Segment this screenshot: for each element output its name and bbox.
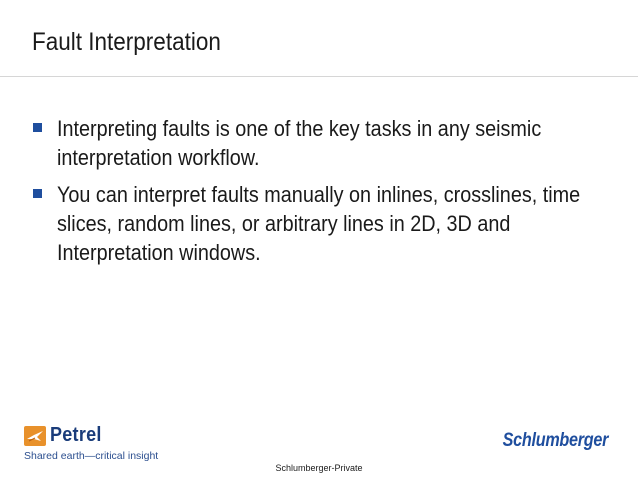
square-bullet-icon xyxy=(33,123,42,132)
bullet-item xyxy=(30,114,630,172)
classification-label: Schlumberger-Private xyxy=(275,463,363,473)
slide-title: Fault Interpretation xyxy=(32,28,221,56)
petrel-logo xyxy=(24,424,159,464)
petrel-bird-icon xyxy=(24,426,46,446)
bullet-text: Interpreting faults is one of the key tasks in any seismic interpretation workflow. xyxy=(57,116,542,170)
petrel-wordmark: Petrel xyxy=(50,424,102,446)
schlumberger-logo: Schlumberger xyxy=(502,430,608,451)
title-divider xyxy=(0,76,638,77)
bullet-text: You can interpret faults manually on inlines, crosslines, time slices, random lines, or arbitrary lines in 2D, 3D and Interpretation windows. xyxy=(57,182,581,265)
bullet-list xyxy=(30,114,630,275)
bullet-item xyxy=(30,180,630,267)
square-bullet-icon xyxy=(33,189,42,198)
petrel-tagline: Shared earth—critical insight xyxy=(24,450,159,462)
